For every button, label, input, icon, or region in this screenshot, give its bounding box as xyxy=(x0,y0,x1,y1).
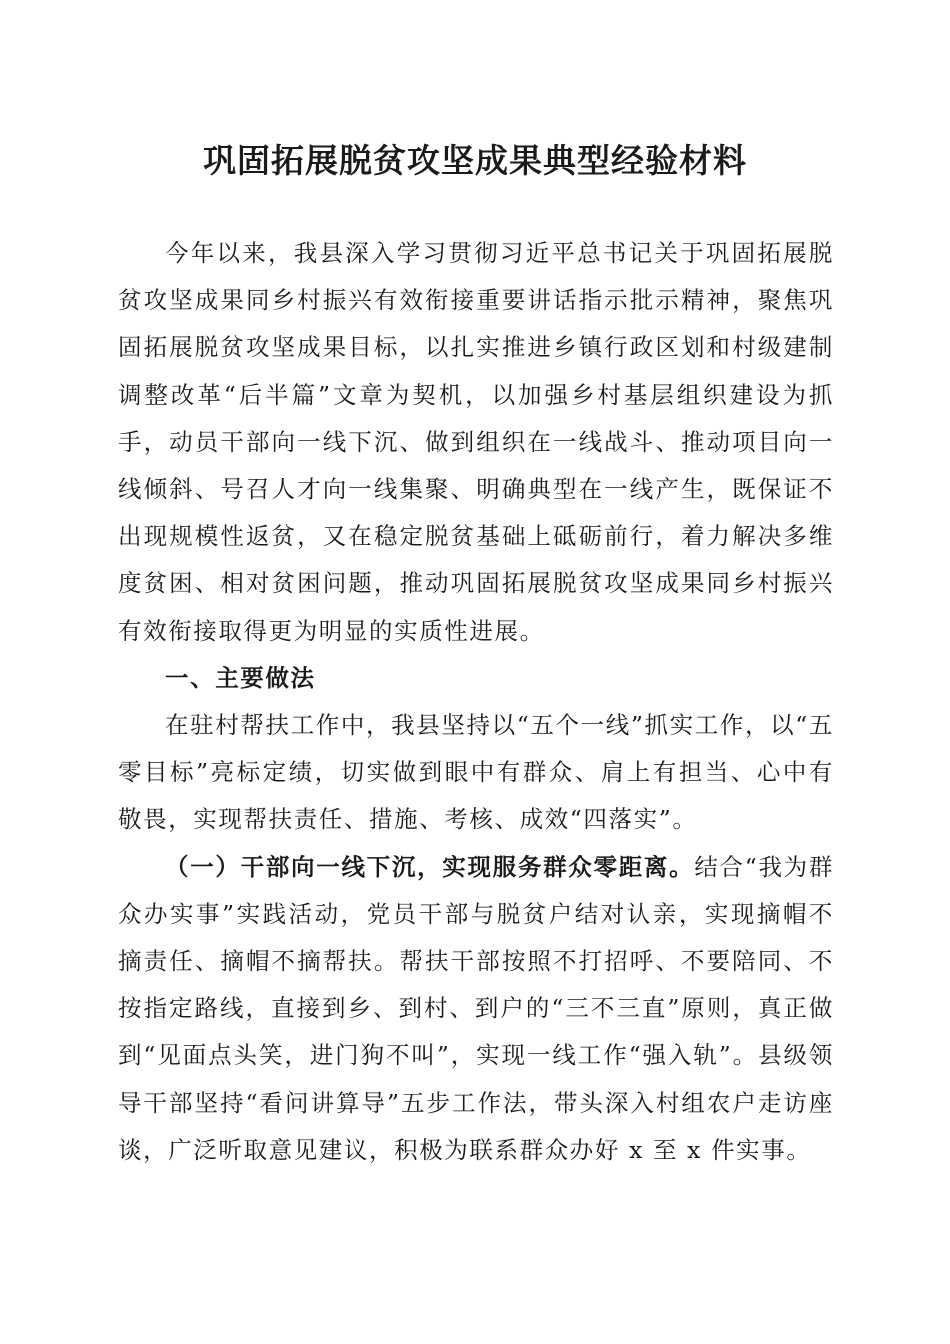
subsection-body: 结合“我为群众办实事”实践活动，党员干部与脱贫户结对认亲，实现摘帽不摘责任、摘帽不摘帮扶。帮扶干部按照不打招呼、不要陪同、不按指定路线，直接到乡、到村、到户的“三不三直”原则，真正做到“见面点头笑，进门狗不叫”，实现一线工作“强入轨”。县级领导干部坚持“看问讲算导”五步工作法，带头深入村组农户走访座谈，广泛听取意见建议，积极为联系群众办好 x 至 x 件实事。 xyxy=(118,852,834,1164)
section-paragraph: 在驻村帮扶工作中，我县坚持以“五个一线”抓实工作，以“五零目标”亮标定绩，切实做到眼中有群众、肩上有担当、心中有敬畏，实现帮扶责任、措施、考核、成效“四落实”。 xyxy=(118,711,834,834)
document-title: 巩固拓展脱贫攻坚成果典型经验材料 xyxy=(203,141,747,180)
subsection-paragraph xyxy=(118,844,834,1174)
intro-paragraph: 今年以来，我县深入学习贯彻习近平总书记关于巩固拓展脱贫攻坚成果同乡村振兴有效衔接重要讲话指示批示精神，聚焦巩固拓展脱贫攻坚成果目标，以扎实推进乡镇行政区划和村级建制调整改革“后半篇”文章为契机，以加强乡村基层组织建设为抓手，动员干部向一线下沉、做到组织在一线战斗、推动项目向一线倾斜、号召人才向一线集聚、明确典型在一线产生，既保证不出现规模性返贫，又在稳定脱贫基础上砥砺前行，着力解决多维度贫困、相对贫困问题，推动巩固拓展脱贫攻坚成果同乡村振兴有效衔接取得更为明显的实质性进展。 xyxy=(118,239,834,645)
subsection-heading: （一）干部向一线下沉，实现服务群众零距离。 xyxy=(165,852,695,881)
section-heading: 一、主要做法 xyxy=(165,663,316,692)
document-body xyxy=(118,230,834,1174)
